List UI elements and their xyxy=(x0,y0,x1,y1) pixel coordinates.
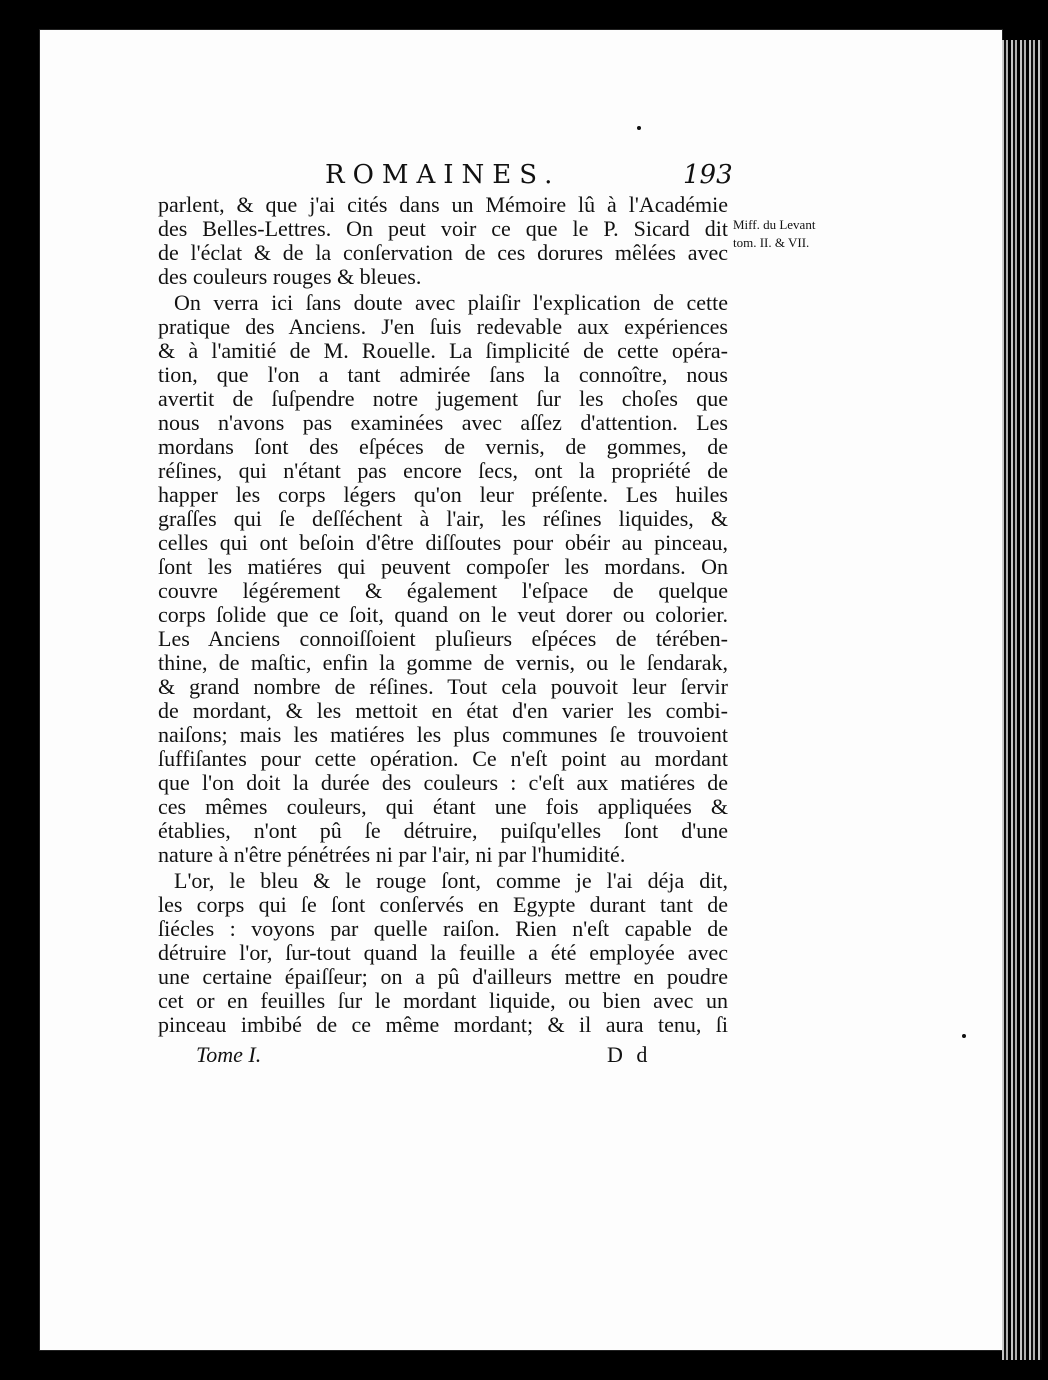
text-line: graſſes qui ſe deſſéchent à l'air, les réſines liquides, & xyxy=(158,506,728,531)
text-line: cet or en feuilles ſur le mordant liquide, ou bien avec un xyxy=(158,988,728,1013)
text-line: happer les corps légers qu'on leur préſente. Les huiles xyxy=(158,482,728,507)
text-line: nature à n'être pénétrées ni par l'air, ni par l'humidité. xyxy=(158,842,626,867)
text-line: ſont les matiéres qui peuvent compoſer les mordans. On xyxy=(158,554,728,579)
text-line: thine, de maſtic, enfin la gomme de vernis, ou le ſendarak, xyxy=(158,650,728,675)
page-number: 193 xyxy=(683,160,733,190)
text-line: des couleurs rouges & bleues. xyxy=(158,264,422,289)
text-line: de mordant, & les mettoit en état d'en varier les combi- xyxy=(158,698,728,723)
text-line: une certaine épaiſſeur; on a pû d'ailleurs mettre en poudre xyxy=(158,964,728,989)
text-line: & à l'amitié de M. Rouelle. La ſimplicité de cette opéra- xyxy=(158,338,728,363)
text-line: réſines, qui n'étant pas encore ſecs, ont la propriété de xyxy=(158,458,728,483)
text-line: avertit de ſuſpendre notre jugement ſur les choſes que xyxy=(158,386,728,411)
text-line: Les Anciens connoiſſoient pluſieurs eſpéces de térében- xyxy=(158,626,728,651)
ink-speck xyxy=(637,126,641,130)
margin-note xyxy=(733,216,815,252)
text-line: On verra ici ſans doute avec plaiſir l'explication de cette xyxy=(174,290,728,315)
text-line: pinceau imbibé de ce même mordant; & il aura tenu, ſi xyxy=(158,1012,728,1037)
text-line: que l'on doit la durée des couleurs : c'eſt aux matiéres de xyxy=(158,770,728,795)
text-line: tion, que l'on a tant admirée ſans la connoître, nous xyxy=(158,362,728,387)
text-line: celles qui ont beſoin d'être diſſoutes pour obéir au pinceau, xyxy=(158,530,728,555)
text-line: des Belles-Lettres. On peut voir ce que le P. Sicard dit xyxy=(158,216,728,241)
text-line: L'or, le bleu & le rouge ſont, comme je l'ai déja dit, xyxy=(174,868,728,893)
text-line: ſiécles : voyons par quelle raiſon. Rien n'eſt capable de xyxy=(158,916,728,941)
text-line: parlent, & que j'ai cités dans un Mémoire lû à l'Académie xyxy=(158,192,728,217)
text-line: mordans ſont des eſpéces de vernis, de gommes, de xyxy=(158,434,728,459)
text-line: corps ſolide que ce ſoit, quand on le veut dorer ou colorier. xyxy=(158,602,728,627)
text-line: les corps qui ſe ſont conſervés en Egypte durant tant de xyxy=(158,892,728,917)
body-text xyxy=(158,193,728,1037)
text-line: ſuffiſantes pour cette opération. Ce n'eſt point au mordant xyxy=(158,746,728,771)
text-line: pratique des Anciens. J'en ſuis redevable aux expériences xyxy=(158,314,728,339)
running-header: ROMAINES. xyxy=(325,160,561,190)
text-line: de l'éclat & de la conſervation de ces dorures mêlées avec xyxy=(158,240,728,265)
text-line: nous n'avons pas examinées avec aſſez d'attention. Les xyxy=(158,410,728,435)
ink-speck xyxy=(962,1034,966,1038)
text-line: détruire l'or, ſur-tout quand la feuille a été employée avec xyxy=(158,940,728,965)
signature-mark: D d xyxy=(607,1042,652,1067)
margin-note-line-2: tom. II. & VII. xyxy=(733,235,810,250)
text-line: & grand nombre de réſines. Tout cela pouvoit leur ſervir xyxy=(158,674,728,699)
page-edge-scan-artifact xyxy=(1002,40,1042,1360)
text-line: naiſons; mais les matiéres les plus communes ſe trouvoient xyxy=(158,722,728,747)
text-line: couvre légérement & également l'eſpace de quelque xyxy=(158,578,728,603)
text-line: établies, n'ont pû ſe détruire, puiſqu'elles ſont d'une xyxy=(158,818,728,843)
volume-label: Tome I. xyxy=(196,1042,262,1067)
text-line: ces mêmes couleurs, qui étant une fois appliquées & xyxy=(158,794,728,819)
margin-note-line-1: Miff. du Levant xyxy=(733,217,816,232)
